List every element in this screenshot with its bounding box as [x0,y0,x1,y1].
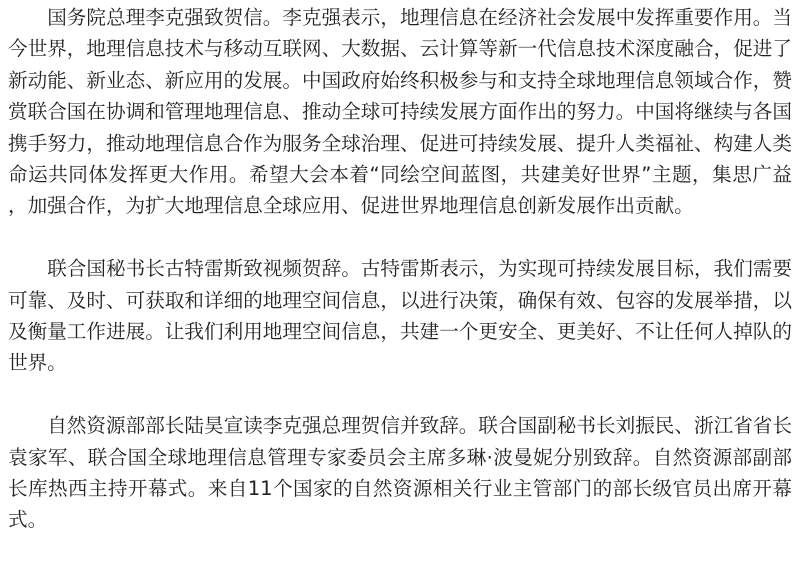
paragraph-opening-ceremony: 自然资源部部长陆昊宣读李克强总理贺信并致辞。联合国副秘书长刘振民、浙江省省长袁家军、联合国全球地理信息管理专家委员会主席多琳·波曼妮分别致辞。自然资源部副部长库热西主持开幕式。来自11个国家的自然资源相关行业主管部门的部长级官员出席开幕式。 [8,414,792,532]
paragraph-un-secretary-general: 联合国秘书长古特雷斯致视频贺辞。古特雷斯表示，为实现可持续发展目标，我们需要可靠、及时、可获取和详细的地理空间信息，以进行决策，确保有效、包容的发展举措，以及衡量工作进展。让我们利用地理空间信息，共建一个更安全、更美好、不让任何人掉队的世界。 [8,257,792,375]
paragraph-premier-letter: 国务院总理李克强致贺信。李克强表示，地理信息在经济社会发展中发挥重要作用。当今世界，地理信息技术与移动互联网、大数据、云计算等新一代信息技术深度融合，促进了新动能、新业态、新应用的发展。中国政府始终积极参与和支持全球地理信息领域合作，赞赏联合国在协调和管理地理信息、推动全球可持续发展方面作出的努力。中国将继续与各国携手努力，推动地理信息合作为服务全球治理、促进可持续发展、提升人类福祉、构建人类命运共同体发挥更大作用。希望大会本着“同绘空间蓝图，共建美好世界”主题，集思广益，加强合作，为扩大地理信息全球应用、促进世界地理信息创新发展作出贡献。 [8,6,792,218]
